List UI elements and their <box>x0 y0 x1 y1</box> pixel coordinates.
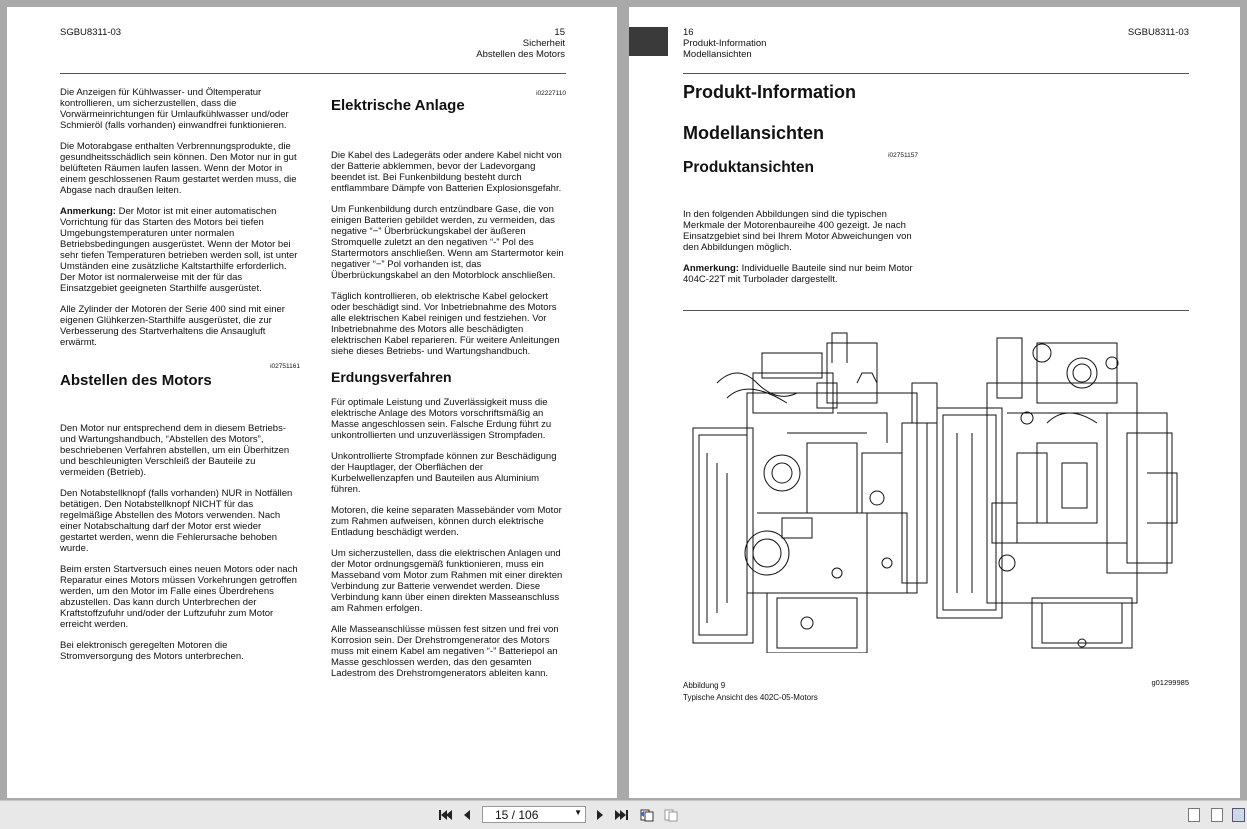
note-label: Anmerkung: <box>60 206 116 217</box>
running-header <box>476 27 565 60</box>
engine-side-view <box>937 338 1177 648</box>
note-paragraph <box>60 206 300 294</box>
prev-page-icon[interactable] <box>459 807 475 823</box>
paragraph: Den Motor nur entsprechend dem in diesem Betriebs- und Wartungshandbuch, “Abstellen des Motors”, beschriebenen Verfahren abstellen, um ein Überhitzen und beschleunigten Verschleiß der Bauteile zu vermeiden (Betrieb). <box>60 423 290 478</box>
section-title: Produkt-Information <box>683 38 767 49</box>
engine-illustration <box>687 323 1187 653</box>
header-rule <box>683 73 1189 74</box>
page-number-input[interactable] <box>482 806 586 823</box>
engine-front-view <box>693 333 937 653</box>
paragraph: Täglich kontrollieren, ob elektrische Kabel gelockert oder beschädigt sind. Vor Inbetriebnahme des Motors alle elektrischen Kabel reinigen und festziehen. Vor Inbetriebnahme des Motors alle beschädigten elektrischen Kabel reparieren. Für weitere Anleitungen siehe dieses Betriebs- und Wartungshandbuch. <box>331 291 560 357</box>
paragraph: Die Kabel des Ladegeräts oder andere Kabel nicht von der Batterie abklemmen, bevor der Ladevorgang beendet ist. Bei Funkenbildung besteht durch entflammbare Dämpfe von Batterien Explosionsgefahr. <box>331 150 562 194</box>
subsection-title: Modellansichten <box>683 49 752 60</box>
note-paragraph <box>683 263 918 285</box>
running-header <box>683 27 766 60</box>
paragraph: Alle Masseanschlüsse müssen fest sitzen und frei von Korrosion sein. Der Drehstromgenerator des Motors muss mit einem Kabel am negativen “-” Batteriepol an Masse geschlossen werden, das den gesamten Ladestrom des Drehstromgenerators ableiten kann. <box>331 624 559 679</box>
paragraph: Die Anzeigen für Kühlwasser- und Öltemperatur kontrollieren, um sicherzustellen, dass die Vorwärmeinrichtungen für Umlaufkühlwasser und/oder Schmieröl (falls vorhanden) einwandfrei funktionieren. <box>60 87 289 131</box>
paragraph: Unkontrollierte Strompfade können zur Beschädigung der Hauptlager, der Oberflächen der Kurbelwellenzapfen und Bauteilen aus Aluminium führen. <box>331 451 557 495</box>
section-title: Sicherheit <box>522 38 565 49</box>
paragraph: Beim ersten Startversuch eines neuen Motors oder nach Reparatur eines Motors müssen Vorkehrungen getroffen werden, um den Motor im Falle eines Überdrehens abzustellen. Das kann durch Unterbrechen der Kraftstoffzufuhr und/oder der Luftzufuhr zum Motor erreicht werden. <box>60 564 298 630</box>
reference-id: i02751161 <box>270 363 300 370</box>
section-heading: Modellansichten <box>683 123 825 143</box>
paragraph: Für optimale Leistung und Zuverlässigkeit muss die elektrische Anlage des Motors vorschriftsmäßig an Masse angeschlossen sein. Falsche Erdung führt zu unkontrollierten und unzuverlässigen Strompfaden. <box>331 397 552 441</box>
first-page-icon[interactable] <box>437 807 453 823</box>
figure-id: g01299985 <box>1151 678 1189 687</box>
figure-rule <box>683 310 1189 311</box>
figure-caption: Typische Ansicht des 402C-05-Motors <box>683 693 818 702</box>
note-label: Anmerkung: <box>683 263 739 274</box>
page-number: 16 <box>683 27 694 38</box>
page-number: 15 <box>554 27 565 38</box>
paragraph: Alle Zylinder der Motoren der Serie 400 sind mit einer eigenen Glühkerzen-Starthilfe ausgerüstet, die zur Verbesserung des Startverhaltens die Ansaugluft erwärmt. <box>60 304 285 348</box>
left-column <box>60 87 300 672</box>
paragraph: Die Motorabgase enthalten Verbrennungsprodukte, die gesundheitsschädlich sein können. Den Motor nur in gut belüfteten Räumen laufen lassen. Wenn der Motor in einem geschlossenen Raum gestartet werden muss, die Abgase nach draußen leiten. <box>60 141 297 196</box>
right-page <box>629 7 1240 798</box>
right-column <box>331 87 566 689</box>
page-indicator: 15 / 106 <box>495 807 539 822</box>
chapter-tab <box>629 27 668 56</box>
continuous-page-icon[interactable] <box>1211 808 1223 822</box>
chevron-down-icon[interactable]: ▼ <box>574 808 582 817</box>
figure-label: Abbildung 9 <box>683 681 726 690</box>
reference-id: i02227110 <box>536 90 566 97</box>
header-rule <box>60 73 566 74</box>
subsection-heading: Erdungsverfahren <box>331 369 452 385</box>
next-page-icon[interactable] <box>592 807 608 823</box>
paragraph: Motoren, die keine separaten Massebänder vom Motor zum Rahmen aufweisen, können durch elektrische Entladung beschädigt werden. <box>331 505 562 538</box>
left-page <box>7 7 617 798</box>
paragraph: Bei elektronisch geregelten Motoren die Stromversorgung des Motors unterbrechen. <box>60 640 244 662</box>
forward-view-icon[interactable] <box>663 807 679 823</box>
chapter-heading: Produkt-Information <box>683 82 856 102</box>
reference-id: i02751157 <box>888 152 918 159</box>
back-view-icon[interactable] <box>639 807 655 823</box>
subsection-heading: Produktansichten <box>683 159 814 176</box>
doc-code: SGBU8311-03 <box>1127 27 1189 38</box>
paragraph: Um Funkenbildung durch entzündbare Gase, die von einigen Batterien gebildet werden, zu vermeiden, das negative “−” Überbrückungskabel der äußeren Stromquelle zuletzt an den negativen “-” Pol des Startermotors anschließen. Wenn am Startermotor kein negativer “−” Pol vorhanden ist, das Überbrückungskabel an den Motorblock anschließen. <box>331 204 564 281</box>
last-page-icon[interactable] <box>614 807 630 823</box>
paragraph: Den Notabstellknopf (falls vorhanden) NUR in Notfällen betätigen. Den Notabstellknopf NICHT für das regelmäßige Abstellen des Motors verwenden. Nach einer Notabschaltung darf der Motor erst wieder gestartet werden, wenn die Fehlerursache behoben wurde. <box>60 488 293 554</box>
viewer-toolbar <box>0 800 1247 829</box>
doc-code: SGBU8311-03 <box>60 27 122 38</box>
single-page-icon[interactable] <box>1188 808 1200 822</box>
note-text: Individuelle Bauteile sind nur beim Motor 404C-22T mit Turbolader dargestellt. <box>683 263 913 285</box>
two-page-icon[interactable] <box>1232 808 1245 822</box>
paragraph: In den folgenden Abbildungen sind die typischen Merkmale der Motorenbaureihe 400 gezeigt. Je nach Einsatzgebiet sind bei Ihrem Motor Abweichungen von den Abbildungen möglich. <box>683 209 912 253</box>
subsection-title: Abstellen des Motors <box>476 49 565 60</box>
section-heading: Abstellen des Motors <box>60 372 212 389</box>
paragraph: Um sicherzustellen, dass die elektrischen Anlagen und der Motor ordnungsgemäß funktionieren, muss ein Masseband vom Motor zum Rahmen mit einer direkten Verbindung zur Batterie verwendet werden. Diese Verbindung kann über einen direkten Masseanschluss am Rahmen erfolgen. <box>331 548 563 614</box>
note-text: Der Motor ist mit einer automatischen Vorrichtung für das Starten des Motors bei tiefen Umgebungstemperaturen unter normalen Betriebsbedingungen ausgerüstet. Wenn der Motor bei sehr tiefen Temperaturen betrieben werden soll, ist unter Umständen eine zusätzliche Kaltstarthilfe erforderlich. Der Motor ist normalerweise mit der für das Einsatzgebiet geeigneten Starthilfe ausgerüstet. <box>60 206 298 294</box>
intro-column <box>683 82 918 295</box>
section-heading: Elektrische Anlage <box>331 97 465 114</box>
